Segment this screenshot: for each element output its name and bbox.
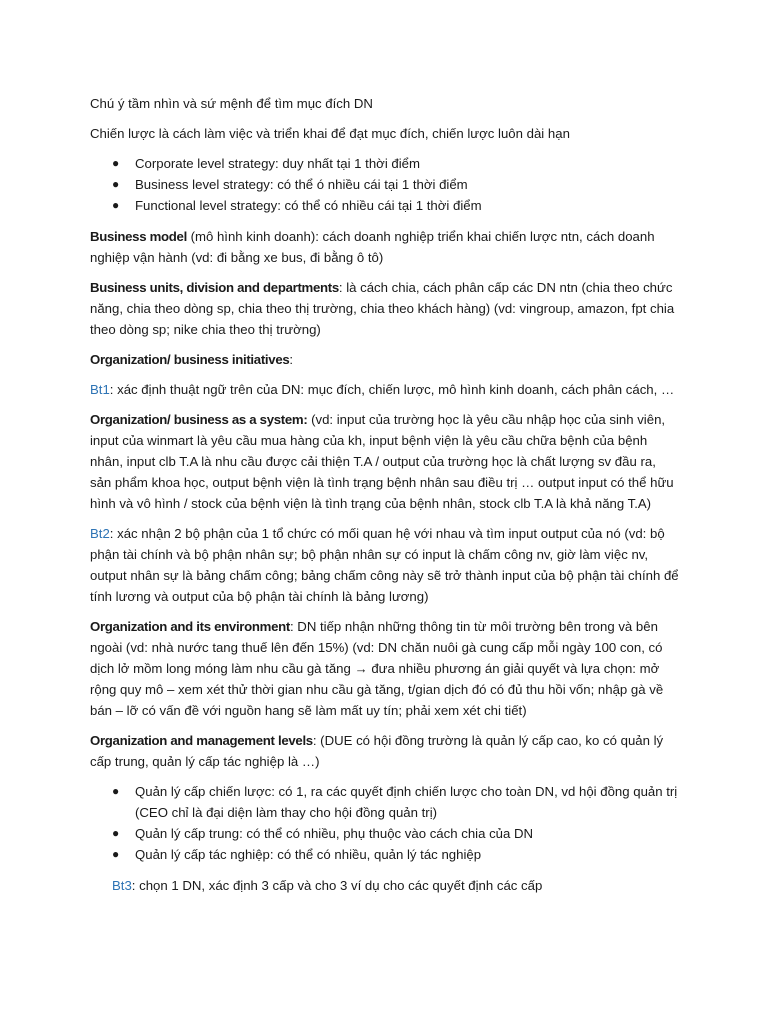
list-item-text: Quản lý cấp trung: có thể có nhiều, phụ thuộc vào cách chia của DN xyxy=(135,826,534,841)
document-page xyxy=(90,93,680,896)
bullet-icon: ● xyxy=(112,156,120,170)
paragraph-text: : là cách chia, cách phân cấp các DN ntn (chia theo chức năng, chia theo dòng sp, chia theo thị trường, chia theo khách hàng) (vd: vingroup, amazon, fpt chia theo dòng sp; nike chia theo thị trường) xyxy=(90,280,675,337)
list-item-text: Business level strategy: có thể ó nhiều cái tại 1 thời điểm xyxy=(135,177,468,192)
bullet-icon: ● xyxy=(112,784,120,798)
paragraph-text: Chú ý tầm nhìn và sứ mệnh để tìm mục đích DN xyxy=(90,96,373,111)
paragraph-exercise-1 xyxy=(90,379,680,400)
paragraph-text: : xyxy=(289,352,294,367)
term-label: Organization and its environment xyxy=(90,619,290,634)
exercise-label: Bt1 xyxy=(90,382,110,397)
list-item xyxy=(90,844,680,865)
paragraph-management-levels xyxy=(90,730,680,772)
paragraph-strategy-definition xyxy=(90,123,680,144)
term-label: Organization and management levels xyxy=(90,733,313,748)
paragraph-business-model xyxy=(90,226,680,268)
paragraph-business-initiatives xyxy=(90,349,680,370)
paragraph-text: : xác nhận 2 bộ phận của 1 tổ chức có mối quan hệ với nhau và tìm input output của nó (vd: bộ phận tài chính và bộ phận nhân sự; bộ phận nhân sự có input là chấm công nv, giờ làm việc nv, output nhân sự là bảng chấm công; bảng chấm công này sẽ trở thành input của bộ phận tài chính để tính lương và output của bộ phận tài chính là bảng lương) xyxy=(90,526,679,604)
paragraph-text: Chiến lược là cách làm việc và triển khai để đạt mục đích, chiến lược luôn dài hạn xyxy=(90,126,570,141)
list-item-text: Quản lý cấp chiến lược: có 1, ra các quyết định chiến lược cho toàn DN, vd hội đồng quản trị (CEO chỉ là đại diện làm thay cho hội đồng quản trị) xyxy=(135,784,678,820)
bullet-icon: ● xyxy=(112,198,120,212)
paragraph-text: : DN tiếp nhận những thông tin từ môi trường bên trong và bên ngoài (vd: nhà nước tang thuế lên đến 15%) (vd: DN chăn nuôi gà cung cấp mỗi ngày 100 con, có dịch lở mồm long móng làm nhu cầu gà tăng → đưa nhiều phương án giải quyết và lựa chọn: mở rộng quy mô – xem xét thử thời gian nhu cầu gà tăng, t/gian dịch đó có đủ thu hồi vốn; nhập gà về bán – lỡ có vấn đề với nguồn hang sẽ làm mất uy tín; phải xem xét chi tiết) xyxy=(90,619,664,718)
paragraph-vision-mission xyxy=(90,93,680,114)
paragraph-text: : chọn 1 DN, xác định 3 cấp và cho 3 ví dụ cho các quyết định các cấp xyxy=(131,878,543,893)
paragraph-exercise-2 xyxy=(90,523,680,607)
paragraph-business-units xyxy=(90,277,680,340)
management-level-list xyxy=(90,781,680,865)
term-label: Business model xyxy=(90,229,187,244)
paragraph-text: : (DUE có hội đồng trường là quản lý cấp cao, ko có quản lý cấp trung, quản lý cấp tác nghiệp là …) xyxy=(90,733,664,769)
term-label: Organization/ business initiatives xyxy=(90,352,290,367)
list-item xyxy=(90,153,680,174)
list-item xyxy=(90,781,680,823)
bullet-icon: ● xyxy=(112,847,120,861)
list-item xyxy=(90,195,680,216)
term-label: Business units, division and departments xyxy=(90,280,339,295)
paragraph-exercise-3 xyxy=(90,875,680,896)
list-item-text: Quản lý cấp tác nghiệp: có thể có nhiều, quản lý tác nghiệp xyxy=(135,847,482,862)
bullet-icon: ● xyxy=(112,826,120,840)
paragraph-environment xyxy=(90,616,680,721)
paragraph-business-system xyxy=(90,409,680,514)
paragraph-text: (mô hình kinh doanh): cách doanh nghiệp triển khai chiến lược ntn, cách doanh nghiệp vận hành (vd: đi bằng xe bus, đi bằng ô tô) xyxy=(90,229,655,265)
list-item xyxy=(90,174,680,195)
list-item-text: Functional level strategy: có thể có nhiều cái tại 1 thời điểm xyxy=(135,198,482,213)
list-item-text: Corporate level strategy: duy nhất tại 1 thời điểm xyxy=(135,156,420,171)
exercise-label: Bt2 xyxy=(90,526,110,541)
term-label: Organization/ business as a system: xyxy=(90,412,308,427)
paragraph-text: : xác định thuật ngữ trên của DN: mục đích, chiến lược, mô hình kinh doanh, cách phân cách, … xyxy=(109,382,675,397)
strategy-level-list xyxy=(90,153,680,216)
bullet-icon: ● xyxy=(112,177,120,191)
list-item xyxy=(90,823,680,844)
exercise-label: Bt3 xyxy=(112,878,132,893)
paragraph-text: (vd: input của trường học là yêu cầu nhập học của sinh viên, input của winmart là yêu cầu mua hàng của kh, input bệnh viện là yêu cầu chữa bệnh của bệnh nhân, input clb T.A là nhu cầu được cải thiện T.A / output của trường học là chất lượng sv đầu ra, sản phẩm khoa học, output bệnh viện là tình trạng bệnh nhân sau điều trị … output input có thể hữu hình và vô hình / stock của bệnh viện là tình trạng của bệnh nhân, stock clb T.A là khả năng T.A) xyxy=(90,412,674,511)
